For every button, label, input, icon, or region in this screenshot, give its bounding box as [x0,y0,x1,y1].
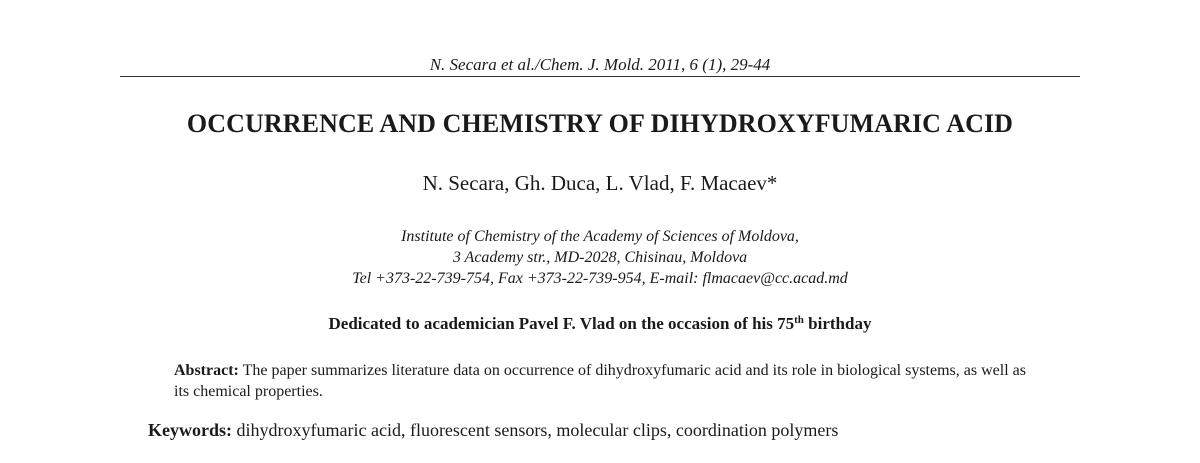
abstract [174,360,1026,402]
keywords-text: dihydroxyfumaric acid, fluorescent sensors, molecular clips, coordination polymers [232,420,839,440]
dedication-text: Dedicated to academician Pavel F. Vlad on the occasion of his 75 [328,314,795,333]
dedication-superscript: th [794,314,804,326]
running-header-citation: N. Secara et al./Chem. J. Mold. 2011, 6 (1), 29-44 [429,55,771,74]
keywords [148,419,1048,442]
affiliation-institute: Institute of Chemistry of the Academy of Sciences of Moldova, [401,228,799,245]
abstract-label: Abstract: [174,362,239,379]
header-rule [120,76,1080,77]
dedication-text-end: birthday [803,314,872,333]
dedication [0,313,1200,335]
affiliation-address: 3 Academy str., MD-2028, Chisinau, Moldova [452,249,748,266]
keywords-label: Keywords: [148,420,232,440]
affiliation-block [0,226,1200,289]
author-list: N. Secara, Gh. Duca, L. Vlad, F. Macaev* [422,171,778,195]
paper-title: OCCURRENCE AND CHEMISTRY OF DIHYDROXYFUMARIC ACID [186,109,1014,138]
abstract-text: The paper summarizes literature data on occurrence of dihydroxyfumaric acid and its role in biological systems, as well as its chemical properties. [174,362,1026,400]
affiliation-contact: Tel +373-22-739-754, Fax +373-22-739-954, E-mail: flmacaev@cc.acad.md [352,270,848,287]
